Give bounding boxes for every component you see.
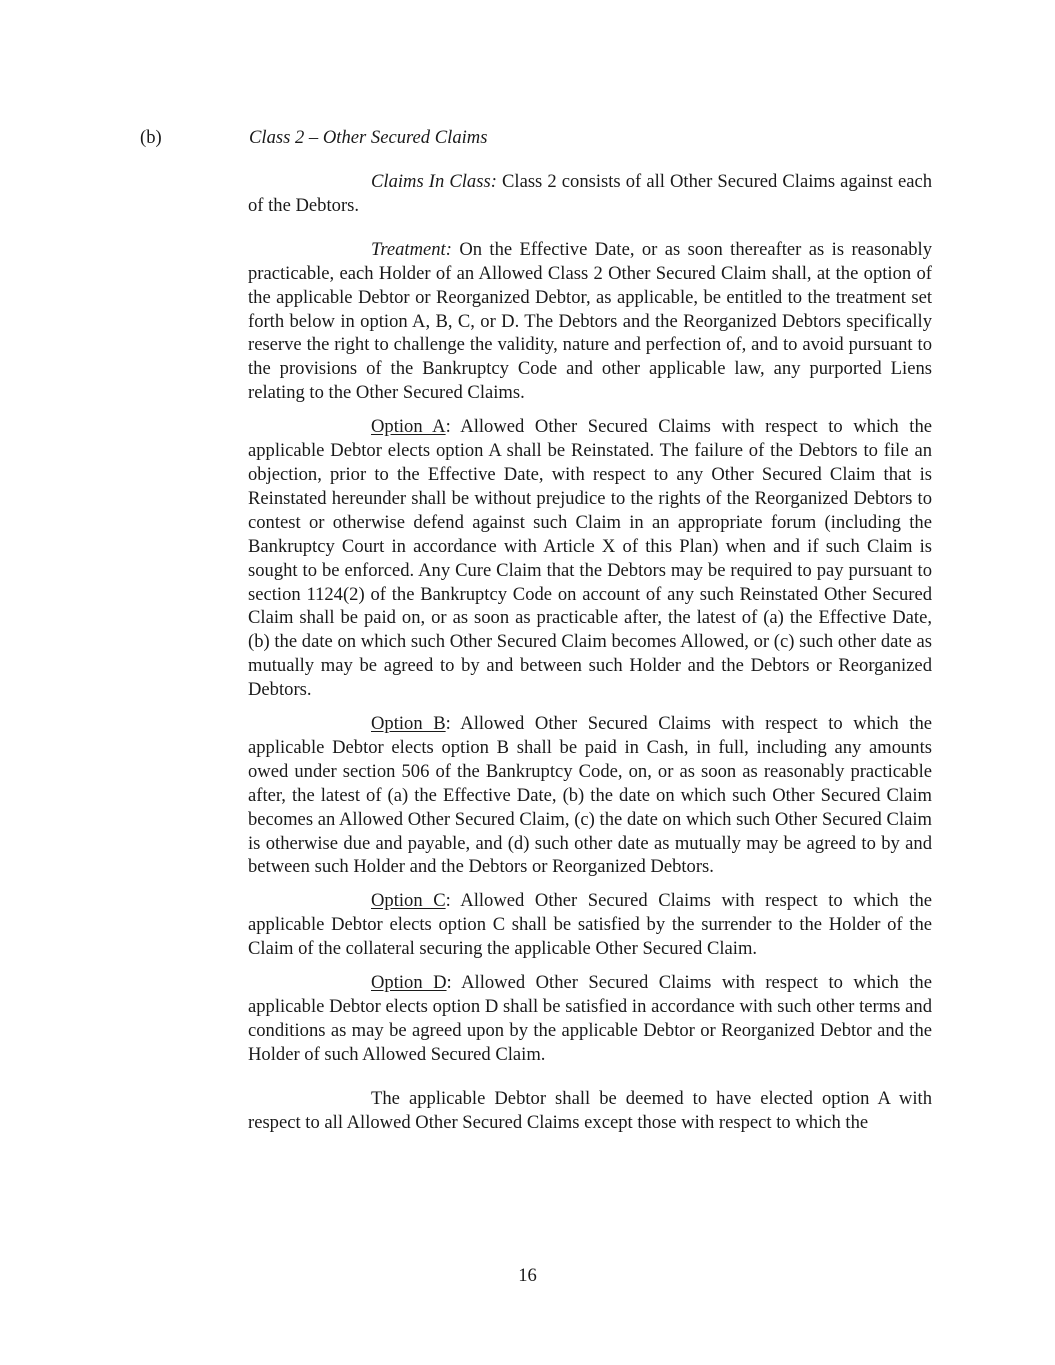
section-title: Class 2 – Other Secured Claims [249, 127, 488, 148]
section-label: (b) [140, 127, 162, 148]
paragraph-text: : Allowed Other Secured Claims with respect to which the applicable Debtor elects option A shall be Reinstated. The failure of the Debtors to file an objection, prior to the Effective Date, with respect to any Other Secured Claim that is Reinstated hereunder shall be without prejudice to the rights of the Reorganized Debtors to contest or otherwise defend against such Claim in an appropriate forum (including the Bankruptcy Court in accordance with Article X of this Plan) when and if such Claim is sought to be enforced. Any Cure Claim that the Debtors may be required to pay pursuant to section 1124(2) of the Bankruptcy Code on account of any such Reinstated Other Secured Claim shall be paid on, or as soon as practicable after, the latest of (a) the Effective Date, (b) the date on which such Other Secured Claim becomes Allowed, or (c) such other date as mutually may be agreed to by and between such Holder and the Debtors or Reorganized Debtors. [248, 416, 932, 701]
paragraph-option-c [248, 889, 932, 961]
paragraph-option-d [248, 971, 932, 1067]
paragraph-lead: Option C [371, 890, 446, 912]
document-body [248, 170, 932, 1135]
paragraph-lead: Treatment: [371, 238, 452, 260]
paragraph-lead: Option A [371, 416, 446, 438]
page-number: 16 [518, 1265, 537, 1286]
paragraph-treatment [248, 238, 932, 405]
paragraph-text: : Allowed Other Secured Claims with respect to which the applicable Debtor elects option D shall be satisfied in accordance with such other terms and conditions as may be agreed upon by the applicable Debtor or Reorganized Debtor and the Holder of such Allowed Secured Claim. [248, 972, 932, 1065]
paragraph-lead: Option B [371, 713, 446, 735]
section-heading [140, 126, 940, 150]
paragraph-claims-in-class [248, 170, 932, 218]
paragraph-option-a [248, 415, 932, 702]
paragraph-text: : Allowed Other Secured Claims with respect to which the applicable Debtor elects option B shall be paid in Cash, in full, including any amounts owed under section 506 of the Bankruptcy Code, on, or as soon as reasonably practicable after, the latest of (a) the Effective Date, (b) the date on which such Other Secured Claim becomes an Allowed Other Secured Claim, (c) the date on which such Other Secured Claim is otherwise due and payable, and (d) such other date as mutually may be agreed to by and between such Holder and the Debtors or Reorganized Debtors. [248, 713, 932, 878]
paragraph-lead: Option D [371, 972, 447, 994]
paragraph-option-b [248, 712, 932, 879]
paragraph-lead: Claims In Class: [371, 171, 497, 192]
paragraph-default-election [248, 1087, 932, 1135]
paragraph-text: : Allowed Other Secured Claims with respect to which the applicable Debtor elects option C shall be satisfied by the surrender to the Holder of the Claim of the collateral securing the applicable Other Secured Claim. [248, 890, 932, 960]
paragraph-text: The applicable Debtor shall be deemed to have elected option A with respect to all Allowed Other Secured Claims except those with respect to which the [248, 1087, 932, 1133]
paragraph-text: Class 2 consists of all Other Secured Claims against each of the Debtors. [248, 171, 932, 216]
paragraph-text: On the Effective Date, or as soon thereafter as is reasonably practicable, each Holder of an Allowed Class 2 Other Secured Claim shall, at the option of the applicable Debtor or Reorganized Debtor, as applicable, be entitled to the treatment set forth below in option A, B, C, or D. The Debtors and the Reorganized Debtors specifically reserve the right to challenge the validity, nature and perfection of, and to avoid pursuant to the provisions of the Bankruptcy Code and other applicable law, any purported Liens relating to the Other Secured Claims. [248, 238, 932, 404]
